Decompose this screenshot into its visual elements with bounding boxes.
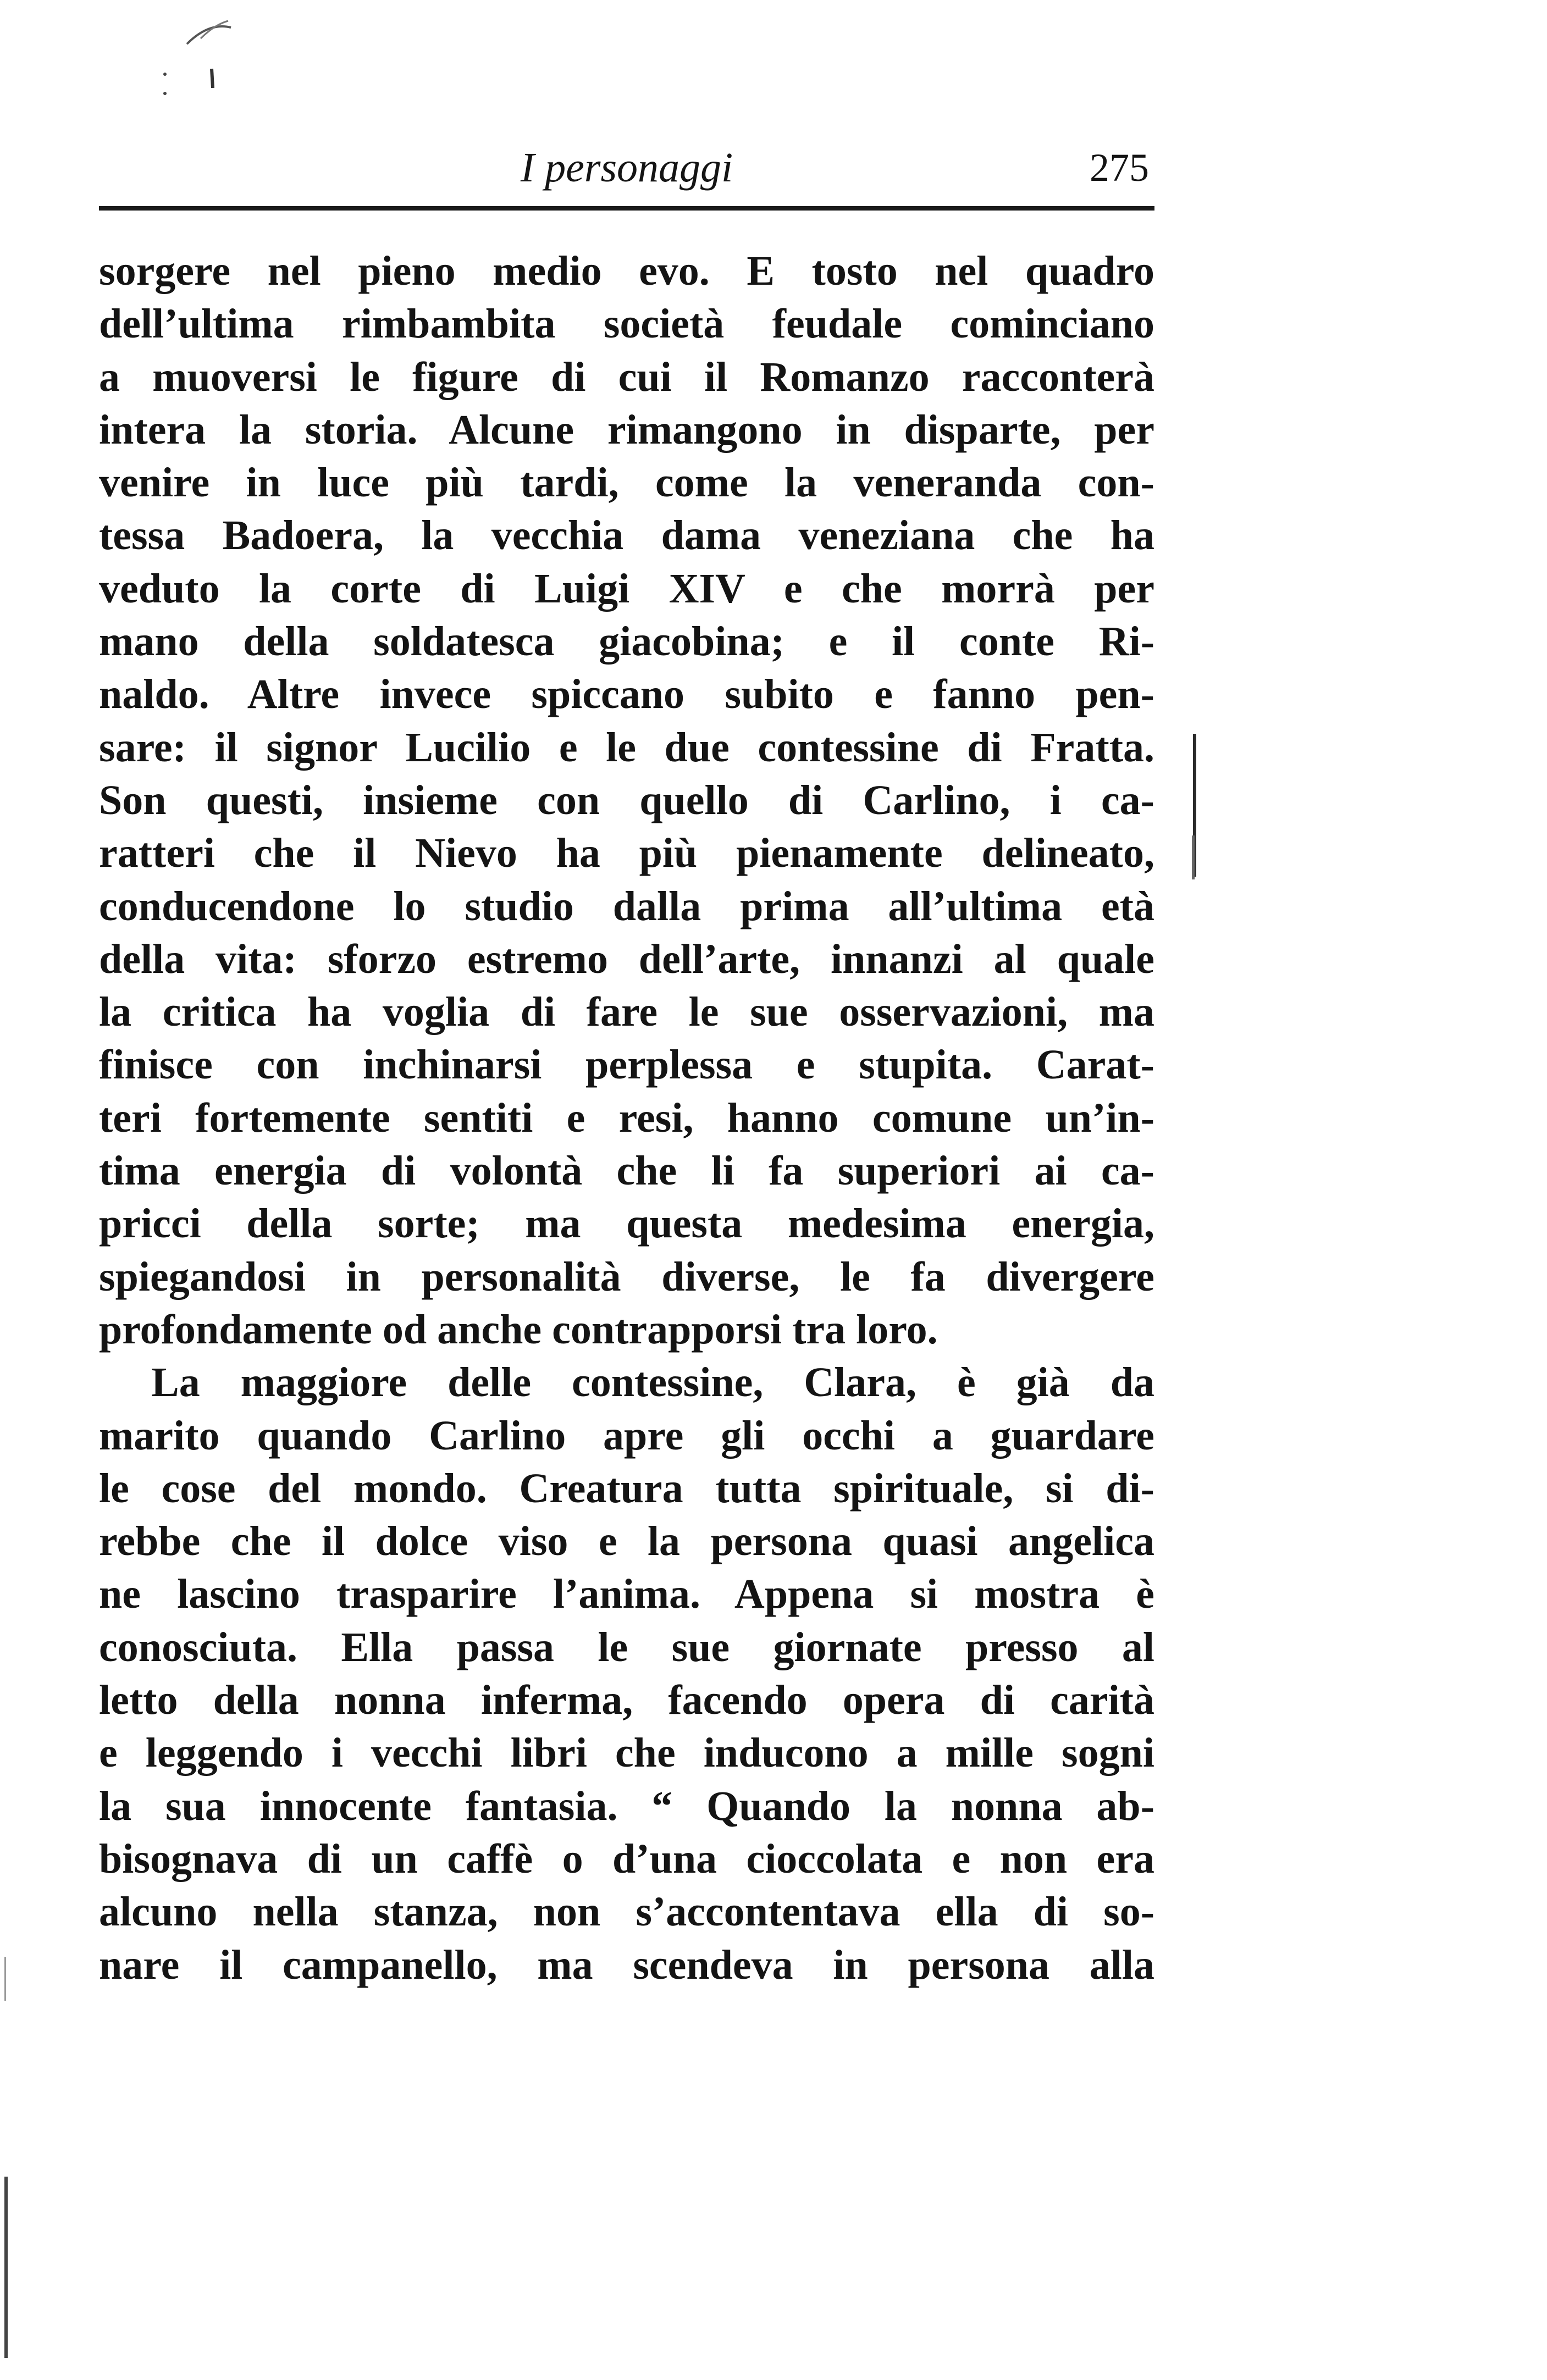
text-line: a muoversi le figure di cui il Romanzo racconterà [99, 353, 1154, 400]
text-line: bisognava di un caffè o d’una cioccolata e non era [99, 1835, 1154, 1882]
text-line: la sua innocente fantasia. “ Quando la nonna ab- [99, 1783, 1154, 1829]
text-line: dell’ultima rimbambita società feudale cominciano [99, 301, 1154, 347]
text-line: marito quando Carlino apre gli occhi a guardare [99, 1412, 1154, 1459]
text-line: nare il campanello, ma scendeva in persona alla [99, 1941, 1154, 1988]
text-line: rebbe che il dolce viso e la persona quasi angelica [99, 1518, 1154, 1565]
text-line: mano della soldatesca giacobina; e il conte Ri- [99, 618, 1154, 665]
page-number: 275 [1090, 146, 1149, 190]
body-text [99, 245, 1154, 1991]
text-line: veduto la corte di Luigi XIV e che morrà per [99, 565, 1154, 612]
gutter-mark [4, 2177, 8, 2358]
text-line: letto della nonna inferma, facendo opera di carità [99, 1677, 1154, 1724]
gutter-mark [4, 1957, 6, 2001]
text-line: teri fortemente sentiti e resi, hanno comune un’in- [99, 1094, 1154, 1141]
text-line: spiegandosi in personalità diverse, le fa divergere [99, 1253, 1154, 1300]
text-line: alcuno nella stanza, non s’accontentava ella di so- [99, 1889, 1154, 1935]
running-title: I personaggi [520, 145, 733, 191]
text-line: sorgere nel pieno medio evo. E tosto nel quadro [99, 248, 1154, 294]
text-line: sare: il signor Lucilio e le due contessine di Fratta. [99, 724, 1154, 771]
page-header [99, 126, 1154, 192]
text-line: della vita: sforzo estremo dell’arte, innanzi al quale [99, 936, 1154, 982]
text-line: la critica ha voglia di fare le sue osservazioni, ma [99, 989, 1154, 1036]
text-line: naldo. Altre invece spiccano subito e fanno pen- [99, 671, 1154, 718]
text-line: ne lascino trasparire l’anima. Appena si mostra è [99, 1571, 1154, 1618]
margin-tick-mark [1192, 835, 1195, 879]
text-line: venire in luce più tardi, come la veneranda con- [99, 460, 1154, 506]
text-line: e leggendo i vecchi libri che inducono a mille sogni [99, 1730, 1154, 1776]
text-line: ratteri che il Nievo ha più pienamente delineato, [99, 830, 1154, 877]
text-line: le cose del mondo. Creatura tutta spirituale, si di- [99, 1465, 1154, 1512]
text-line: La maggiore delle contessine, Clara, è già da [151, 1359, 1154, 1406]
text-line: conducendone lo studio dalla prima all’ultima età [99, 883, 1154, 929]
text-line: intera la storia. Alcune rimangono in disparte, per [99, 406, 1154, 453]
text-line: tima energia di volontà che li fa superiori ai ca- [99, 1148, 1154, 1194]
text-line: conosciuta. Ella passa le sue giornate presso al [99, 1624, 1154, 1670]
ink-scribble-mark [148, 11, 258, 132]
text-line: profondamente od anche contrapporsi tra loro. [99, 1306, 938, 1353]
text-line: pricci della sorte; ma questa medesima energia, [99, 1200, 1154, 1247]
header-rule [99, 206, 1154, 211]
text-line: Son questi, insieme con quello di Carlino, i ca- [99, 777, 1154, 823]
text-line: tessa Badoera, la vecchia dama veneziana che ha [99, 512, 1154, 559]
text-line: finisce con inchinarsi perplessa e stupita. Carat- [99, 1042, 1154, 1088]
